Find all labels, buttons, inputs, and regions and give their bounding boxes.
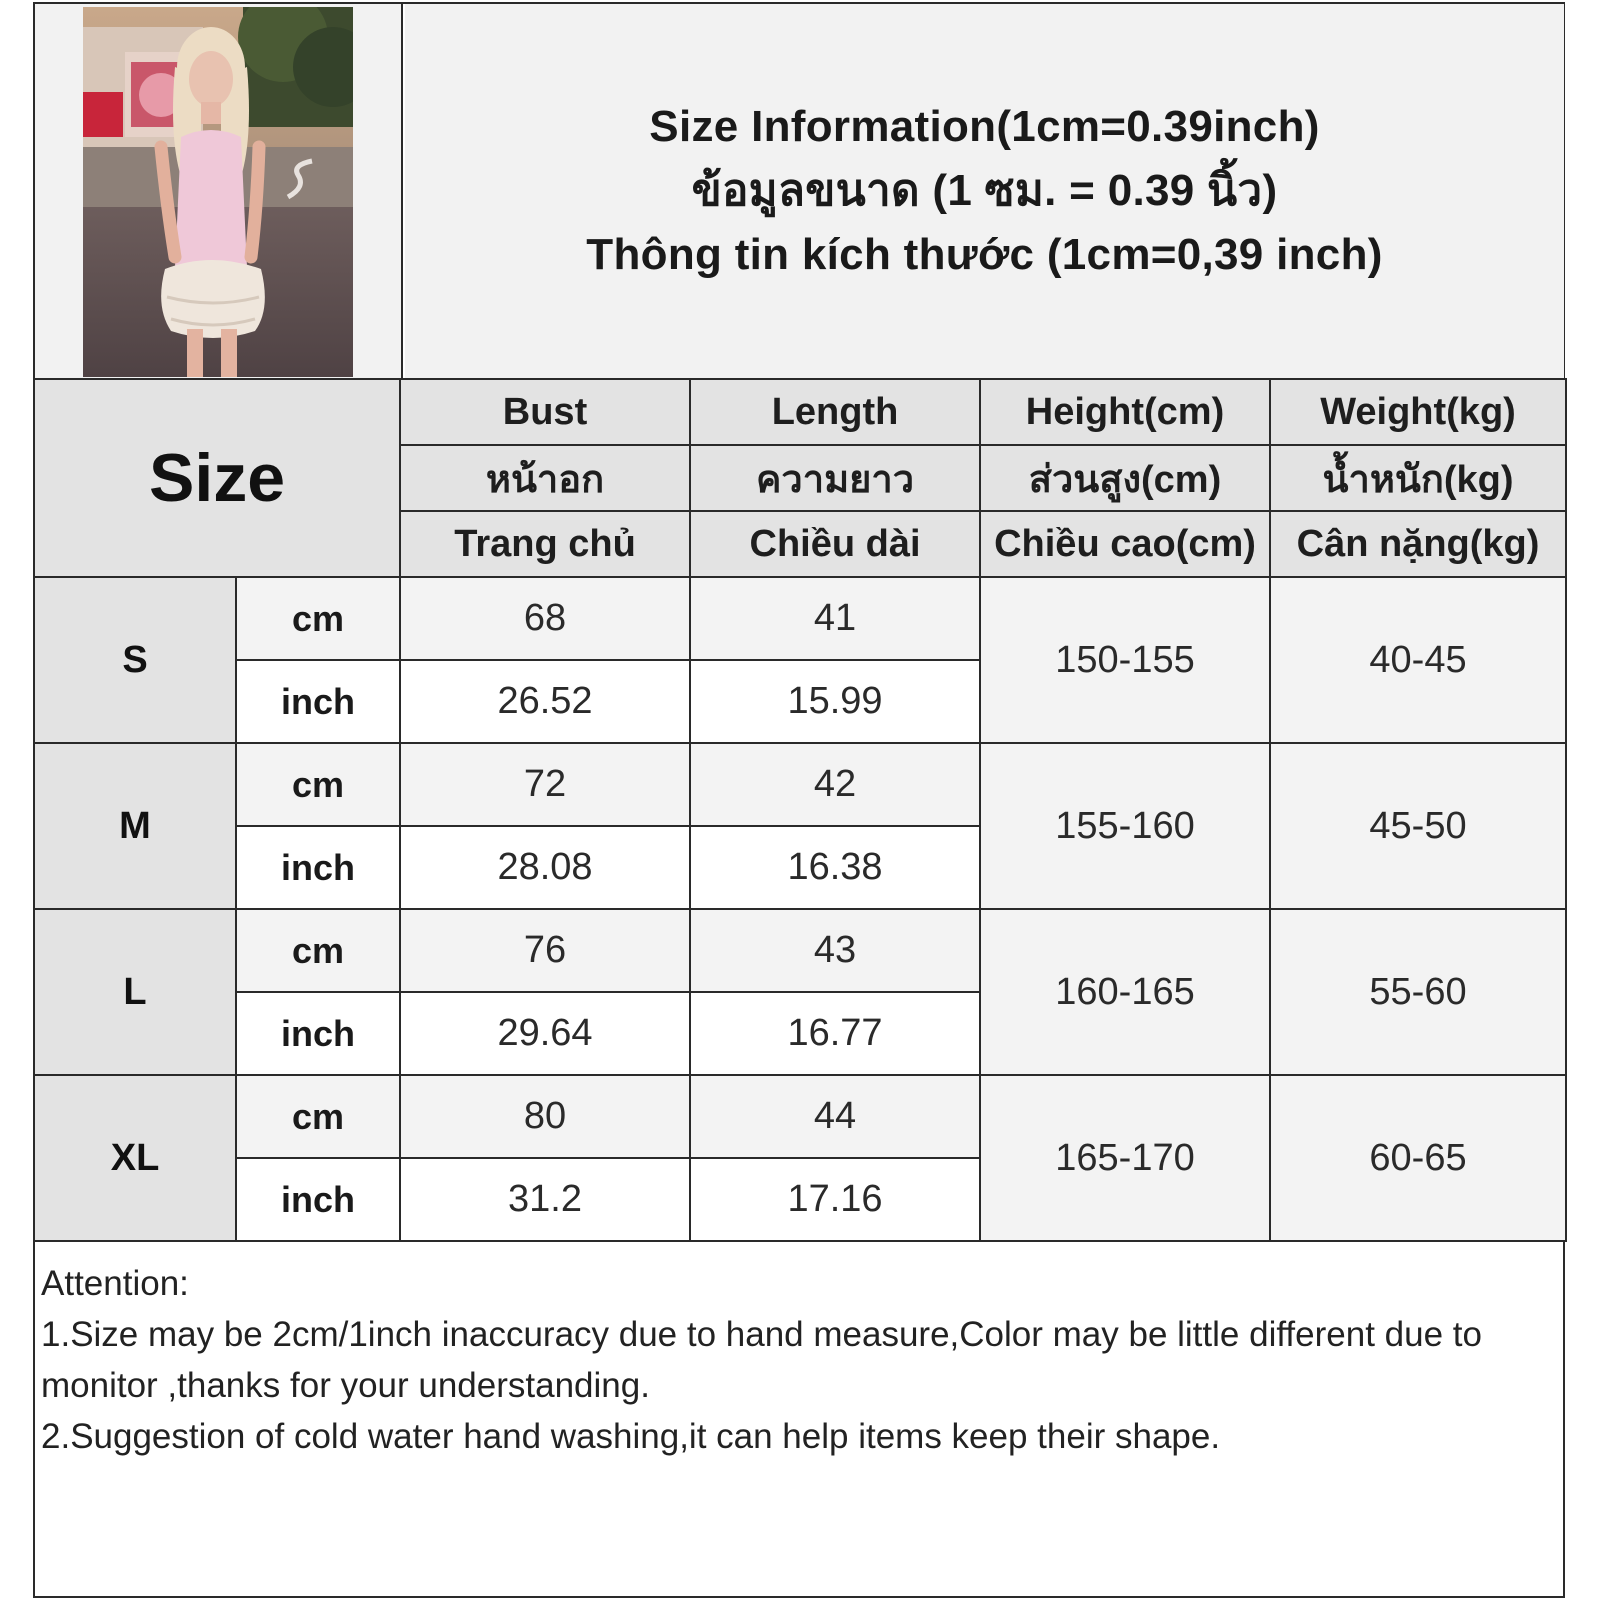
height-range: 165-170	[980, 1075, 1270, 1241]
length-inch-value: 15.99	[690, 660, 980, 743]
bust-header-vi: Trang chủ	[400, 511, 690, 577]
size-label-s: S	[34, 577, 236, 743]
length-inch-value: 16.38	[690, 826, 980, 909]
table-row	[34, 743, 1566, 826]
height-header-en: Height(cm)	[980, 379, 1270, 445]
height-range: 160-165	[980, 909, 1270, 1075]
weight-range: 45-50	[1270, 743, 1566, 909]
product-photo	[83, 7, 353, 377]
weight-header-en: Weight(kg)	[1270, 379, 1566, 445]
bust-header-th: หน้าอก	[400, 445, 690, 511]
attention-notes	[41, 1258, 1556, 1462]
weight-header-th: น้ำหนัก(kg)	[1270, 445, 1566, 511]
bust-cm-value: 80	[400, 1075, 690, 1158]
unit-cm: cm	[236, 1075, 400, 1158]
product-photo-illustration	[83, 7, 353, 377]
length-header-vi: Chiều dài	[690, 511, 980, 577]
attention-note-1: 1.Size may be 2cm/1inch inaccuracy due to hand measure,Color may be little different due to monitor ,thanks for your understanding.	[41, 1315, 1482, 1405]
table-row	[34, 577, 1566, 660]
size-info-title	[405, 4, 1564, 378]
attention-heading: Attention:	[41, 1264, 189, 1303]
product-photo-cell	[35, 4, 403, 378]
height-header-vi: Chiều cao(cm)	[980, 511, 1270, 577]
title-thai: ข้อมูลขนาด (1 ซม. = 0.39 นิ้ว)	[691, 166, 1278, 215]
unit-cm: cm	[236, 743, 400, 826]
length-header-en: Length	[690, 379, 980, 445]
length-inch-value: 17.16	[690, 1158, 980, 1241]
length-inch-value: 16.77	[690, 992, 980, 1075]
bust-cm-value: 72	[400, 743, 690, 826]
weight-range: 40-45	[1270, 577, 1566, 743]
unit-cm: cm	[236, 909, 400, 992]
weight-header-vi: Cân nặng(kg)	[1270, 511, 1566, 577]
title-english: Size Information(1cm=0.39inch)	[649, 102, 1320, 151]
bust-header-en: Bust	[400, 379, 690, 445]
size-label-m: M	[34, 743, 236, 909]
length-header-th: ความยาว	[690, 445, 980, 511]
length-cm-value: 42	[690, 743, 980, 826]
bust-inch-value: 29.64	[400, 992, 690, 1075]
length-cm-value: 41	[690, 577, 980, 660]
size-table	[33, 378, 1567, 1242]
weight-range: 55-60	[1270, 909, 1566, 1075]
title-vietnamese: Thông tin kích thước (1cm=0,39 inch)	[586, 230, 1383, 279]
bust-cm-value: 68	[400, 577, 690, 660]
length-cm-value: 44	[690, 1075, 980, 1158]
size-column-header: Size	[34, 379, 400, 577]
weight-range: 60-65	[1270, 1075, 1566, 1241]
header-row-english	[34, 379, 1566, 445]
height-header-th: ส่วนสูง(cm)	[980, 445, 1270, 511]
unit-inch: inch	[236, 660, 400, 743]
unit-inch: inch	[236, 826, 400, 909]
attention-note-2: 2.Suggestion of cold water hand washing,it can help items keep their shape.	[41, 1417, 1221, 1456]
height-range: 150-155	[980, 577, 1270, 743]
size-label-l: L	[34, 909, 236, 1075]
unit-inch: inch	[236, 992, 400, 1075]
unit-inch: inch	[236, 1158, 400, 1241]
bust-inch-value: 26.52	[400, 660, 690, 743]
table-row	[34, 1075, 1566, 1158]
bust-inch-value: 31.2	[400, 1158, 690, 1241]
size-label-xl: XL	[34, 1075, 236, 1241]
bust-inch-value: 28.08	[400, 826, 690, 909]
height-range: 155-160	[980, 743, 1270, 909]
table-row	[34, 909, 1566, 992]
unit-cm: cm	[236, 577, 400, 660]
length-cm-value: 43	[690, 909, 980, 992]
bust-cm-value: 76	[400, 909, 690, 992]
